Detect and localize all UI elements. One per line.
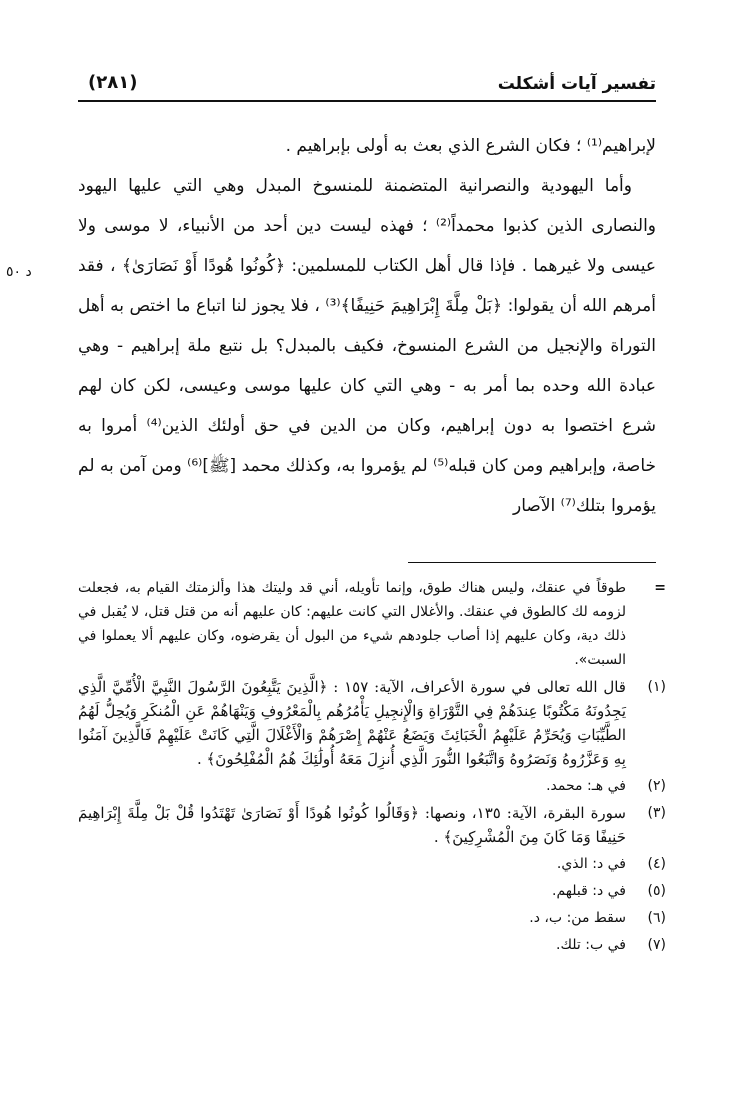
book-title: تفسير آيات أشكلت	[497, 74, 656, 94]
footnotes	[78, 576, 666, 960]
footnote	[78, 774, 666, 798]
footnote	[78, 675, 666, 771]
footnote	[78, 879, 666, 903]
footnote-number: =	[654, 580, 666, 596]
footnote-number: (٥)	[647, 883, 666, 899]
footnote-number: (٣)	[647, 805, 666, 821]
footnote-number: (٤)	[647, 856, 666, 872]
running-header	[78, 66, 656, 102]
footnote-number: (٢)	[647, 778, 666, 794]
footnote-text: في هـ: محمد.	[546, 778, 626, 794]
footnote-number: (١)	[647, 679, 666, 695]
footnote-text: في د: الذي.	[556, 856, 626, 872]
footnote-text: في د: قبلهم.	[552, 883, 626, 899]
footnote-text: طوقاً في عنقك، وليس هناك طوق، وإنما تأويله، أني قد وليتك هذا وألزمتك القيام به، فجعلت لزومه لك كالطوق في عنقك. والأغلال التي كانت عليهم: كان عليهم أنه من قتل قتل، لا يُقبل في ذلك دية، وكان عليهم إذا أصاب جلودهم شيء من البول أن يقرضوه، وكان عليهم ألا يعملوا في السبت».	[78, 580, 626, 668]
footnote	[78, 852, 666, 876]
paragraph: وأما اليهودية والنصرانية المتضمنة للمنسوخ المبدل وهي التي عليها اليهود والنصارى الذين كذبوا محمداً⁽²⁾ ؛ فهذه ليست دين أحد من الأنبياء، لا موسى ولا عيسى ولا غيرهما . فإذا قال أهل الكتاب للمسلمين: ﴿كُونُوا هُودًا أَوْ نَصَارَىٰ﴾ ، فقد أمرهم الله أن يقولوا: ﴿بَلْ مِلَّةَ إِبْرَاهِيمَ حَنِيفًا﴾⁽³⁾ ، فلا يجوز لنا اتباع ما اختص به أهل التوراة والإنجيل من الشرع المنسوخ، فكيف بالمبدل؟ بل نتبع ملة إبراهيم - وهي عبادة الله وحده بما أمر به - وهي التي كان عليها موسى وعيسى، لكن كان لهم شرع اختصوا به دون إبراهيم، وكان من الدين في حق أولئك الذين⁽⁴⁾ أمروا به خاصة، وإبراهيم ومن كان قبله⁽⁵⁾ لم يؤمروا به، وكذلك محمد [ﷺ]⁽⁶⁾ ومن آمن به لم يؤمروا بتلك⁽⁷⁾ الآصار	[78, 176, 657, 516]
footnote-text: سورة البقرة، الآية: ١٣٥، ونصها: ﴿وَقَالُوا كُونُوا هُودًا أَوْ نَصَارَىٰ تَهْتَدُوا قُلْ بَلْ مِلَّةَ إِبْرَاهِيمَ حَنِيفًا وَمَا كَانَ مِنَ الْمُشْرِكِينَ﴾ .	[78, 804, 626, 846]
main-text	[78, 126, 656, 526]
manuscript-margin-note: د ٥٠	[6, 264, 32, 280]
footnote-separator	[408, 562, 656, 563]
footnote	[78, 906, 666, 930]
footnote-number: (٧)	[647, 937, 666, 953]
page-number: (٢٨١)	[88, 72, 138, 93]
header-rule	[78, 100, 656, 102]
footnote-number: (٦)	[647, 910, 666, 926]
footnote-text: قال الله تعالى في سورة الأعراف، الآية: ١٥٧ : ﴿الَّذِينَ يَتَّبِعُونَ الرَّسُولَ النَّبِيَّ الْأُمِّيَّ الَّذِي يَجِدُونَهُ مَكْتُوبًا عِندَهُمْ فِي التَّوْرَاةِ وَالْإِنجِيلِ يَأْمُرُهُم بِالْمَعْرُوفِ وَيَنْهَاهُمْ عَنِ الْمُنكَرِ وَيُحِلُّ لَهُمُ الطَّيِّبَاتِ وَيُحَرِّمُ عَلَيْهِمُ الْخَبَائِثَ وَيَضَعُ عَنْهُمْ إِصْرَهُمْ وَالْأَغْلَالَ الَّتِي كَانَتْ عَلَيْهِمْ فَالَّذِينَ آمَنُوا بِهِ وَعَزَّرُوهُ وَنَصَرُوهُ وَاتَّبَعُوا النُّورَ الَّذِي أُنزِلَ مَعَهُ أُولَٰئِكَ هُمُ الْمُفْلِحُونَ﴾ .	[78, 678, 626, 768]
footnote-text: في ب: تلك.	[556, 937, 626, 953]
footnote	[78, 933, 666, 957]
footnote	[78, 576, 666, 672]
footnote	[78, 801, 666, 849]
paragraph: لإبراهيم⁽¹⁾ ؛ فكان الشرع الذي بعث به أولى بإبراهيم .	[285, 136, 656, 156]
footnote-text: سقط من: ب، د.	[529, 910, 626, 926]
